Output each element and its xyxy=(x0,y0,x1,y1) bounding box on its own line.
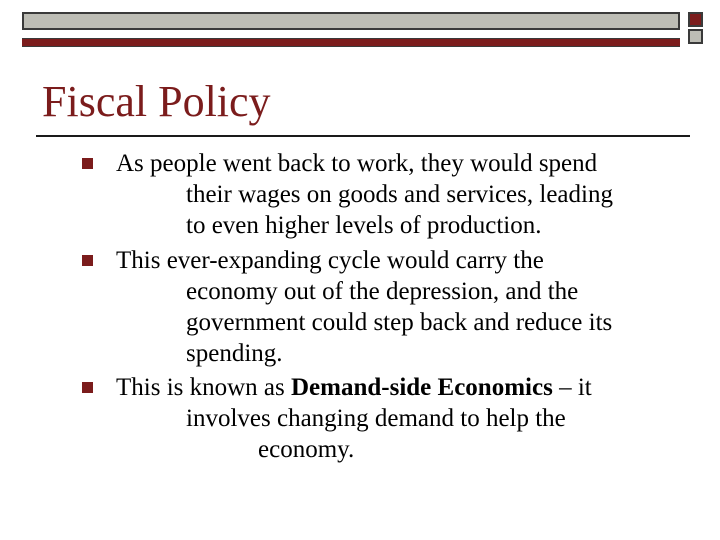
bullet-2-line-1: This ever-expanding cycle would carry the xyxy=(116,247,544,274)
red-square-icon xyxy=(688,12,703,27)
bullet-3-line-2: involves changing demand to help the xyxy=(186,405,566,432)
slide-title: Fiscal Policy xyxy=(42,77,271,126)
bullet-3-line-3: economy. xyxy=(258,436,355,463)
bullet-3-line-1 xyxy=(116,372,592,403)
gray-band xyxy=(22,12,680,30)
bullet-3-prefix: This is known as xyxy=(116,374,291,401)
title-divider xyxy=(36,135,690,137)
square-bullet-icon xyxy=(82,382,93,393)
gray-square-icon xyxy=(688,29,703,44)
bullet-1-line-2: their wages on goods and services, leading xyxy=(186,181,613,208)
bullet-2-line-2: economy out of the depression, and the xyxy=(186,278,579,305)
red-band xyxy=(22,38,680,47)
bullet-1-line-3: to even higher levels of production. xyxy=(186,212,542,239)
square-bullet-icon xyxy=(82,255,93,266)
square-bullet-icon xyxy=(82,158,93,169)
bullet-2-line-4: spending. xyxy=(186,340,283,367)
bullet-3-suffix: – it xyxy=(552,374,592,401)
key-term: Demand-side Economics xyxy=(291,374,553,401)
bullet-1-line-1: As people went back to work, they would spend xyxy=(116,150,598,177)
bullet-2-line-3: government could step back and reduce its xyxy=(186,309,613,336)
header-decoration xyxy=(22,12,680,40)
